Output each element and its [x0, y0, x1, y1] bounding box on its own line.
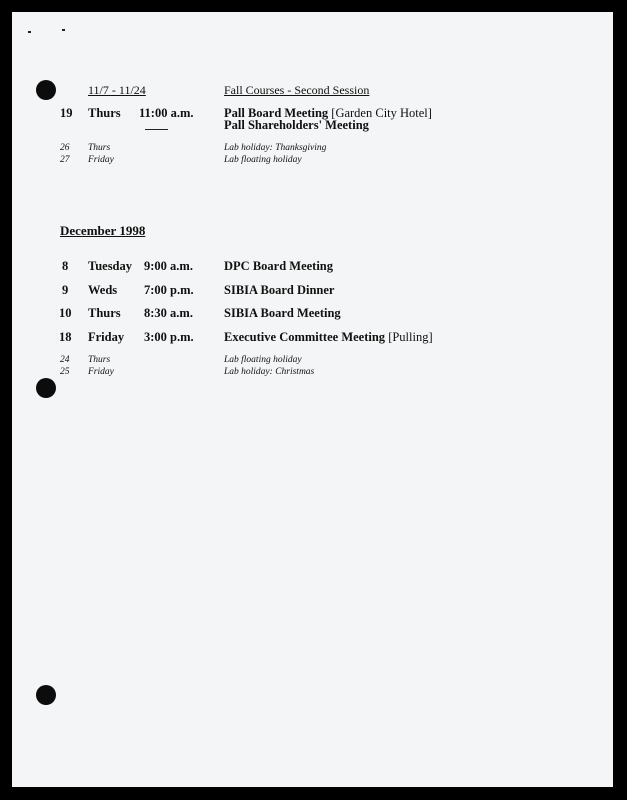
holiday-day: 26	[60, 143, 70, 153]
holiday-desc: Lab holiday: Christmas	[224, 367, 315, 377]
time-placeholder-rule	[145, 129, 168, 130]
speck-mark	[62, 29, 65, 31]
event-title-text: Executive Committee Meeting	[224, 330, 386, 344]
holiday-desc: Lab holiday: Thanksgiving	[224, 143, 327, 153]
event-title: SIBIA Board Meeting	[224, 306, 341, 320]
event-title: DPC Board Meeting	[224, 259, 334, 273]
event-time: 9:00 a.m.	[144, 259, 193, 273]
holiday-day: 27	[60, 155, 70, 165]
holiday-desc: Lab floating holiday	[224, 155, 302, 165]
event-weekday: Thurs	[88, 106, 121, 120]
event-day: 19	[60, 106, 73, 120]
event-day: 10	[59, 306, 72, 320]
holiday-weekday: Thurs	[88, 143, 111, 153]
punch-hole-bottom	[36, 685, 56, 705]
event-weekday: Weds	[88, 283, 118, 297]
holiday-day: 24	[60, 355, 70, 365]
event-time: 8:30 a.m.	[144, 306, 193, 320]
holiday-weekday: Thurs	[88, 355, 111, 365]
holiday-desc: Lab floating holiday	[224, 355, 302, 365]
event-title	[224, 330, 433, 345]
event-title-text: Pall Board Meeting	[224, 106, 329, 120]
event-day: 18	[59, 330, 72, 344]
event-title-secondary: Pall Shareholders' Meeting	[224, 118, 369, 132]
holiday-day: 25	[60, 367, 70, 377]
event-title: SIBIA Board Dinner	[224, 283, 335, 297]
month-heading: December 1998	[60, 223, 146, 238]
event-note: [Pulling]	[388, 330, 433, 344]
punch-hole-top	[36, 80, 56, 100]
event-weekday: Friday	[88, 330, 125, 344]
session-dates: 11/7 - 11/24	[88, 83, 146, 97]
holiday-weekday: Friday	[88, 155, 114, 165]
event-time: 3:00 p.m.	[144, 330, 194, 344]
event-day: 9	[62, 283, 69, 297]
punch-hole-middle	[36, 378, 56, 398]
event-time: 7:00 p.m.	[144, 283, 194, 297]
event-weekday: Thurs	[88, 306, 121, 320]
event-location-note: [Garden City Hotel]	[331, 106, 432, 120]
event-day: 8	[62, 259, 69, 273]
event-weekday: Tuesday	[88, 259, 133, 273]
holiday-weekday: Friday	[88, 367, 114, 377]
event-time: 11:00 a.m.	[139, 106, 194, 120]
speck-mark	[28, 31, 31, 33]
session-title: Fall Courses - Second Session	[224, 83, 370, 97]
